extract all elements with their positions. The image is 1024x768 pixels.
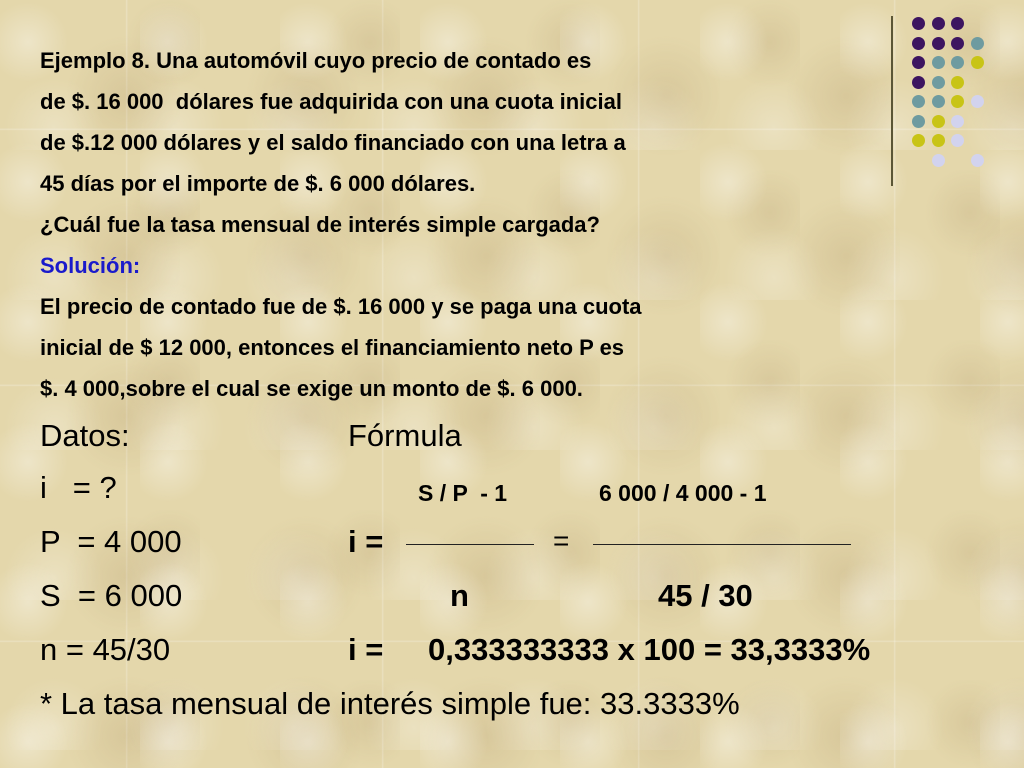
decorative-dot — [971, 154, 984, 167]
formula-i-label: i = — [348, 524, 384, 559]
problem-line: de $.12 000 dólares y el saldo financiado con una letra a — [40, 130, 626, 155]
decorative-dot — [912, 76, 925, 89]
decorative-dot — [932, 37, 945, 50]
decorative-dot — [932, 115, 945, 128]
formula-numerator-symbolic: S / P - 1 — [418, 480, 508, 506]
problem-line: Ejemplo 8. Una automóvil cuyo precio de contado es — [40, 48, 592, 73]
solution-line: $. 4 000,sobre el cual se exige un monto de $. 6 000. — [40, 376, 583, 401]
decorative-dot — [951, 17, 964, 30]
conclusion: * La tasa mensual de interés simple fue: 33.3333% — [40, 686, 740, 721]
decorative-dot — [932, 17, 945, 30]
fraction-bar-symbolic — [406, 544, 534, 545]
decorative-dot — [951, 95, 964, 108]
decorative-dot — [932, 56, 945, 69]
solution-label: Solución: — [40, 253, 141, 278]
problem-line: 45 días por el importe de $. 6 000 dólares. — [40, 171, 476, 196]
formula-equals: = — [553, 525, 570, 556]
decorative-dot — [932, 154, 945, 167]
fraction-bar-numeric — [593, 544, 851, 545]
decorative-dot — [971, 37, 984, 50]
datos-i: i = ? — [40, 470, 117, 505]
formula-numerator-numeric: 6 000 / 4 000 - 1 — [599, 480, 767, 506]
decorative-dot — [932, 76, 945, 89]
decorative-dot — [912, 95, 925, 108]
solution-line: El precio de contado fue de $. 16 000 y se paga una cuota — [40, 294, 642, 319]
decorative-dot — [912, 56, 925, 69]
decorative-dot — [951, 134, 964, 147]
decorative-dot — [951, 115, 964, 128]
decorative-dot — [932, 134, 945, 147]
decorative-dot — [971, 95, 984, 108]
decorative-dot — [951, 76, 964, 89]
formula-denominator-numeric: 45 / 30 — [658, 578, 753, 613]
formula-heading: Fórmula — [348, 418, 462, 453]
datos-n: n = 45/30 — [40, 632, 171, 667]
result-value: 0,333333333 x 100 = 33,3333% — [428, 632, 871, 667]
formula-denominator-symbolic: n — [450, 578, 469, 613]
problem-line: ¿Cuál fue la tasa mensual de interés simple cargada? — [40, 212, 600, 237]
datos-heading: Datos: — [40, 418, 130, 453]
decorative-dot — [912, 17, 925, 30]
problem-line: de $. 16 000 dólares fue adquirida con una cuota inicial — [40, 89, 622, 114]
decorative-dot — [912, 37, 925, 50]
decorative-dot — [912, 134, 925, 147]
decorative-dot-grid — [902, 10, 1022, 180]
result-i-label: i = — [348, 632, 384, 667]
vertical-rule — [891, 16, 893, 186]
decorative-dot — [951, 56, 964, 69]
problem-statement — [40, 40, 642, 409]
solution-line: inicial de $ 12 000, entonces el financiamiento neto P es — [40, 335, 625, 360]
datos-s: S = 6 000 — [40, 578, 183, 613]
decorative-dot — [932, 95, 945, 108]
datos-p: P = 4 000 — [40, 524, 182, 559]
decorative-dot — [912, 115, 925, 128]
decorative-dot — [971, 56, 984, 69]
decorative-dot — [951, 37, 964, 50]
